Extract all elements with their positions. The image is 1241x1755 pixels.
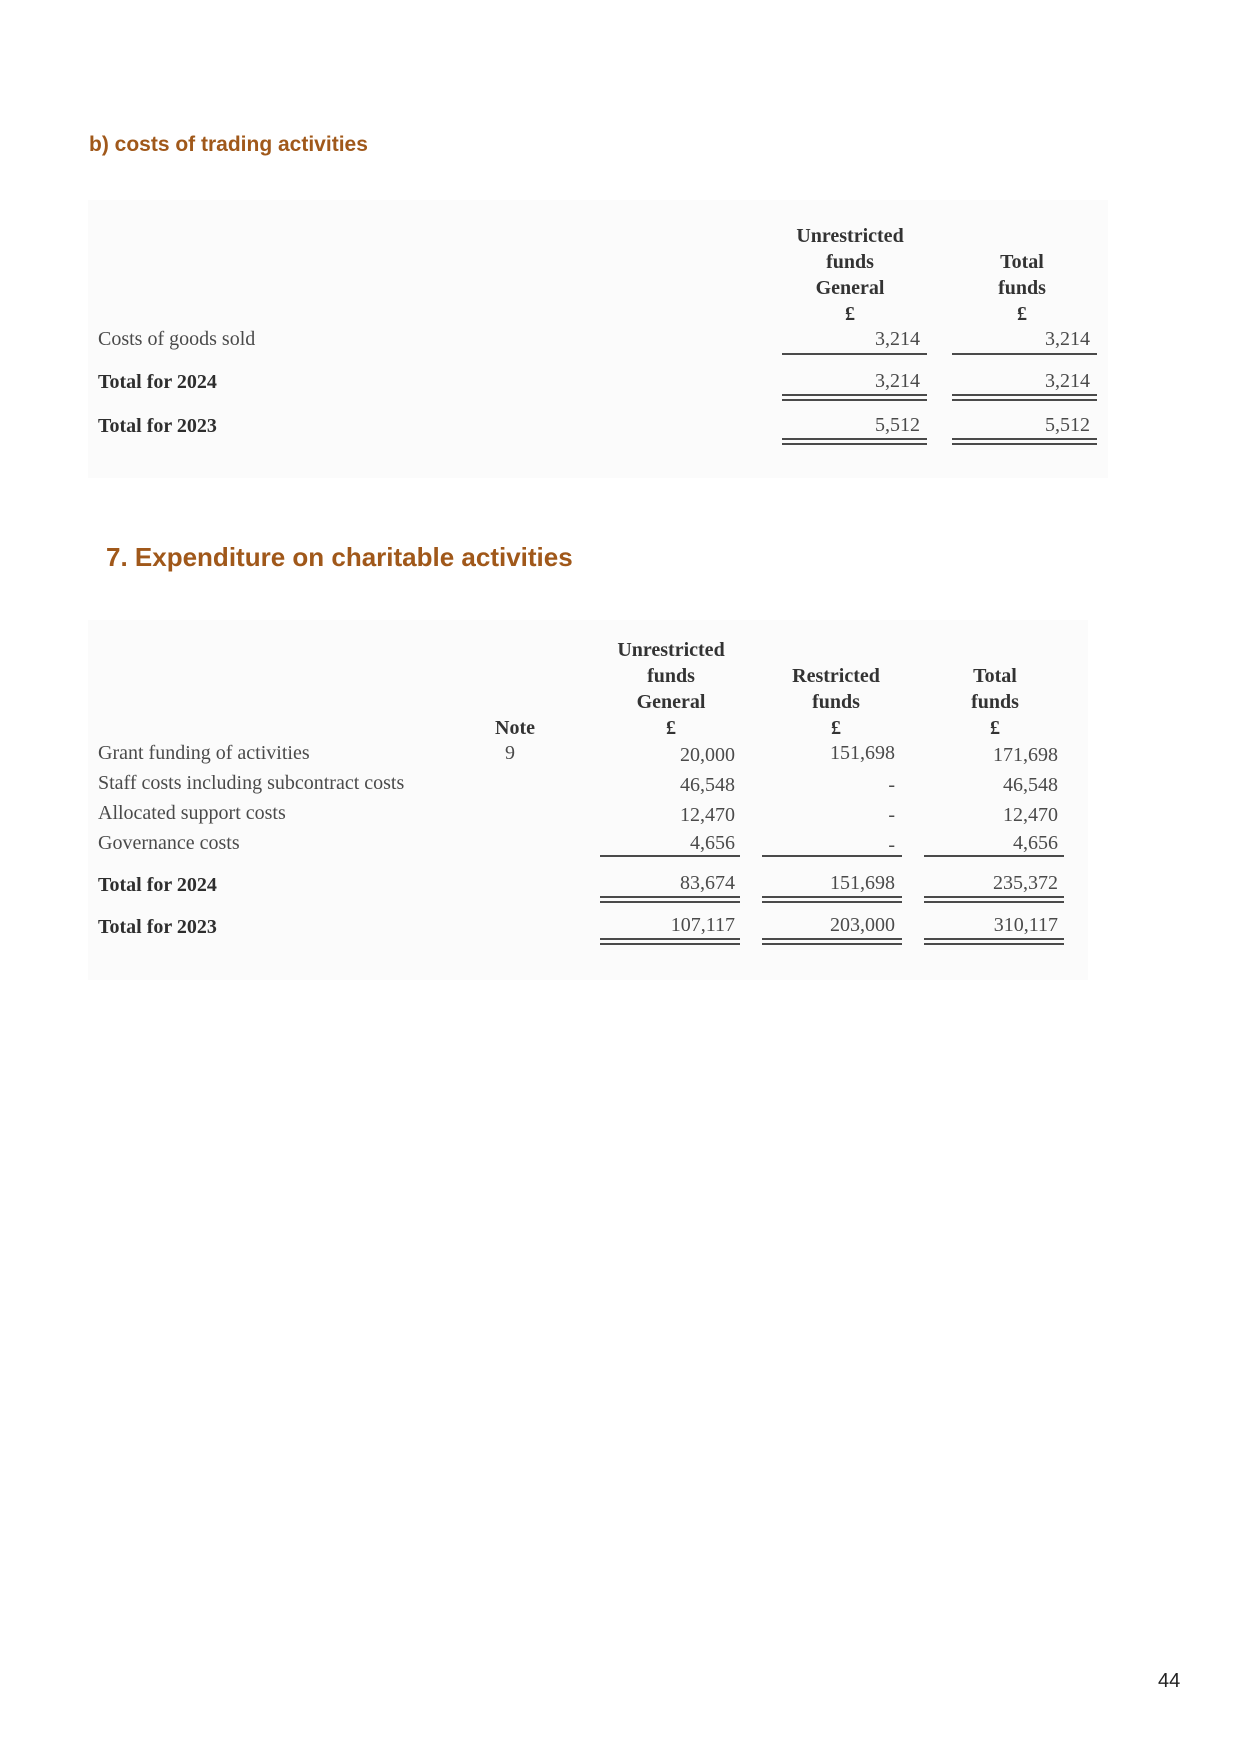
header-line: funds	[812, 691, 860, 713]
cell-value: 3,214	[1045, 370, 1090, 392]
page-number: 44	[1158, 1670, 1181, 1692]
cell-value: 235,372	[993, 872, 1058, 894]
cell-value: -	[888, 834, 895, 856]
total-header	[945, 663, 1045, 741]
header-line: £	[845, 303, 855, 325]
cell-value: 20,000	[680, 744, 735, 766]
sum-rule	[782, 353, 927, 355]
row-label: Staff costs including subcontract costs	[98, 772, 405, 794]
header-line: Restricted	[792, 665, 880, 687]
total-rule	[762, 896, 902, 903]
cell-value: 12,470	[680, 804, 735, 826]
header-line: General	[815, 277, 885, 299]
sum-rule	[924, 855, 1064, 857]
header-line: £	[1017, 303, 1027, 325]
unrestricted-header	[785, 223, 915, 327]
cell-value: -	[888, 774, 895, 796]
header-line: General	[636, 691, 706, 713]
header-line: Total	[1000, 251, 1044, 273]
row-label: Total for 2024	[98, 371, 217, 393]
cell-value: 46,548	[680, 774, 735, 796]
total-rule	[600, 938, 740, 945]
note-header: Note	[495, 717, 535, 739]
section-7-heading: 7. Expenditure on charitable activities	[106, 542, 573, 572]
row-label: Allocated support costs	[98, 802, 286, 824]
cell-value: 5,512	[875, 414, 920, 436]
cell-value: 83,674	[680, 872, 735, 894]
total-rule	[762, 938, 902, 945]
total-rule	[782, 394, 927, 401]
unrestricted-header	[606, 637, 736, 741]
header-line: £	[990, 717, 1000, 739]
row-label: Total for 2023	[98, 916, 217, 938]
sum-rule	[952, 353, 1097, 355]
total-header	[972, 249, 1072, 327]
section-b-heading: b) costs of trading activities	[89, 133, 368, 156]
header-line: £	[666, 717, 676, 739]
total-rule	[782, 438, 927, 445]
header-line: funds	[998, 277, 1046, 299]
total-rule	[952, 438, 1097, 445]
row-label: Total for 2024	[98, 874, 217, 896]
cell-value: 46,548	[1003, 774, 1058, 796]
cell-value: 203,000	[830, 914, 895, 936]
header-line: funds	[826, 251, 874, 273]
cell-value: 5,512	[1045, 414, 1090, 436]
row-label: Governance costs	[98, 832, 240, 854]
cell-value: 151,698	[830, 742, 895, 764]
total-rule	[600, 896, 740, 903]
cell-value: 171,698	[993, 744, 1058, 766]
cell-value: 151,698	[830, 872, 895, 894]
cell-value: 12,470	[1003, 804, 1058, 826]
cell-value: 310,117	[993, 914, 1058, 936]
total-rule	[952, 394, 1097, 401]
header-line: Total	[973, 665, 1017, 687]
row-label: Grant funding of activities	[98, 742, 310, 764]
header-line: funds	[971, 691, 1019, 713]
row-label: Total for 2023	[98, 415, 217, 437]
header-line: £	[831, 717, 841, 739]
header-line: Unrestricted	[617, 639, 725, 661]
restricted-header	[776, 663, 896, 741]
total-rule	[924, 896, 1064, 903]
sum-rule	[762, 855, 902, 857]
cell-value: 107,117	[670, 914, 735, 936]
cell-value: -	[888, 804, 895, 826]
sum-rule	[600, 855, 740, 857]
header-line: Unrestricted	[796, 225, 904, 247]
cell-value: 3,214	[875, 370, 920, 392]
row-label: Costs of goods sold	[98, 328, 256, 350]
cell-value: 3,214	[875, 328, 920, 350]
header-line: funds	[647, 665, 695, 687]
cell-value: 3,214	[1045, 328, 1090, 350]
cell-value: 4,656	[1013, 832, 1058, 854]
total-rule	[924, 938, 1064, 945]
cell-value: 4,656	[690, 832, 735, 854]
note-ref: 9	[505, 742, 515, 764]
